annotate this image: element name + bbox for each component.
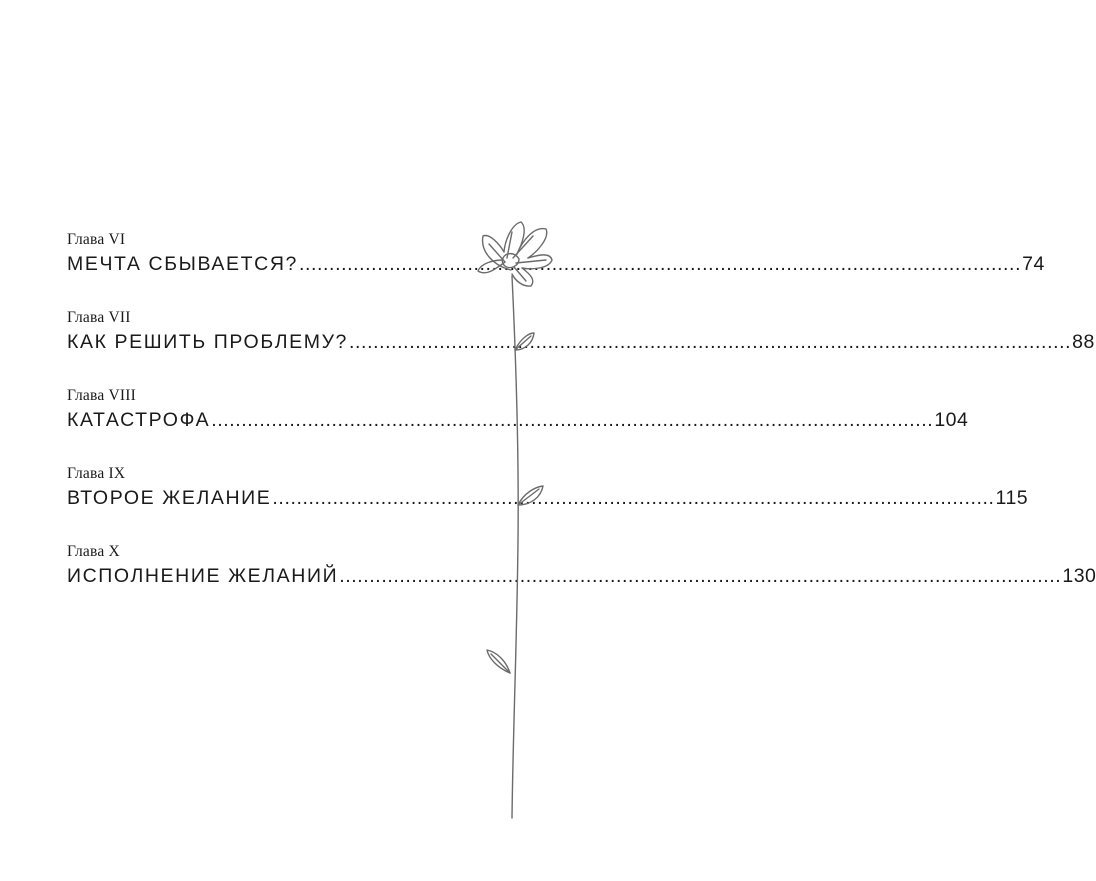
toc-entry[interactable] [67,308,1095,386]
chapter-title: ВТОРОЕ ЖЕЛАНИЕ [67,487,272,509]
toc-entry[interactable] [67,542,1096,620]
chapter-title: ИСПОЛНЕНИЕ ЖЕЛАНИЙ [67,565,339,587]
page-number: 115 [995,487,1029,509]
toc-title-line [67,562,1096,590]
chapter-title: КАК РЕШИТЬ ПРОБЛЕМУ? [67,331,349,353]
chapter-label: Глава VIII [67,387,136,404]
stem [512,276,518,818]
table-of-contents [67,230,1096,620]
toc-entry[interactable] [67,464,1029,542]
page-number: 104 [934,409,969,431]
dot-leader: ........................................................................................................................ [339,565,1062,587]
chapter-title: КАТАСТРОФА [67,409,211,431]
dot-leader: ........................................................................................................................ [298,253,1022,275]
chapter-label: Глава VII [67,309,131,326]
page-number: 88 [1072,331,1095,353]
dot-leader: ........................................................................................................................ [211,409,934,431]
page-number: 130 [1062,565,1096,587]
chapter-label: Глава X [67,543,120,560]
toc-title-line [67,484,1029,512]
toc-title-line [67,406,969,434]
chapter-label: Глава IX [67,465,126,482]
flower-center [502,254,519,268]
chapter-label: Глава VI [67,231,126,248]
toc-entry[interactable] [67,230,1045,308]
page-number: 74 [1022,253,1045,275]
flower-icon [470,212,560,822]
toc-title-line [67,250,1045,278]
chapter-title: МЕЧТА СБЫВАЕТСЯ? [67,253,298,275]
toc-title-line [67,328,1095,356]
dot-leader: ........................................................................................................................ [272,487,995,509]
dot-leader: ........................................................................................................................ [349,331,1072,353]
toc-entry[interactable] [67,386,969,464]
